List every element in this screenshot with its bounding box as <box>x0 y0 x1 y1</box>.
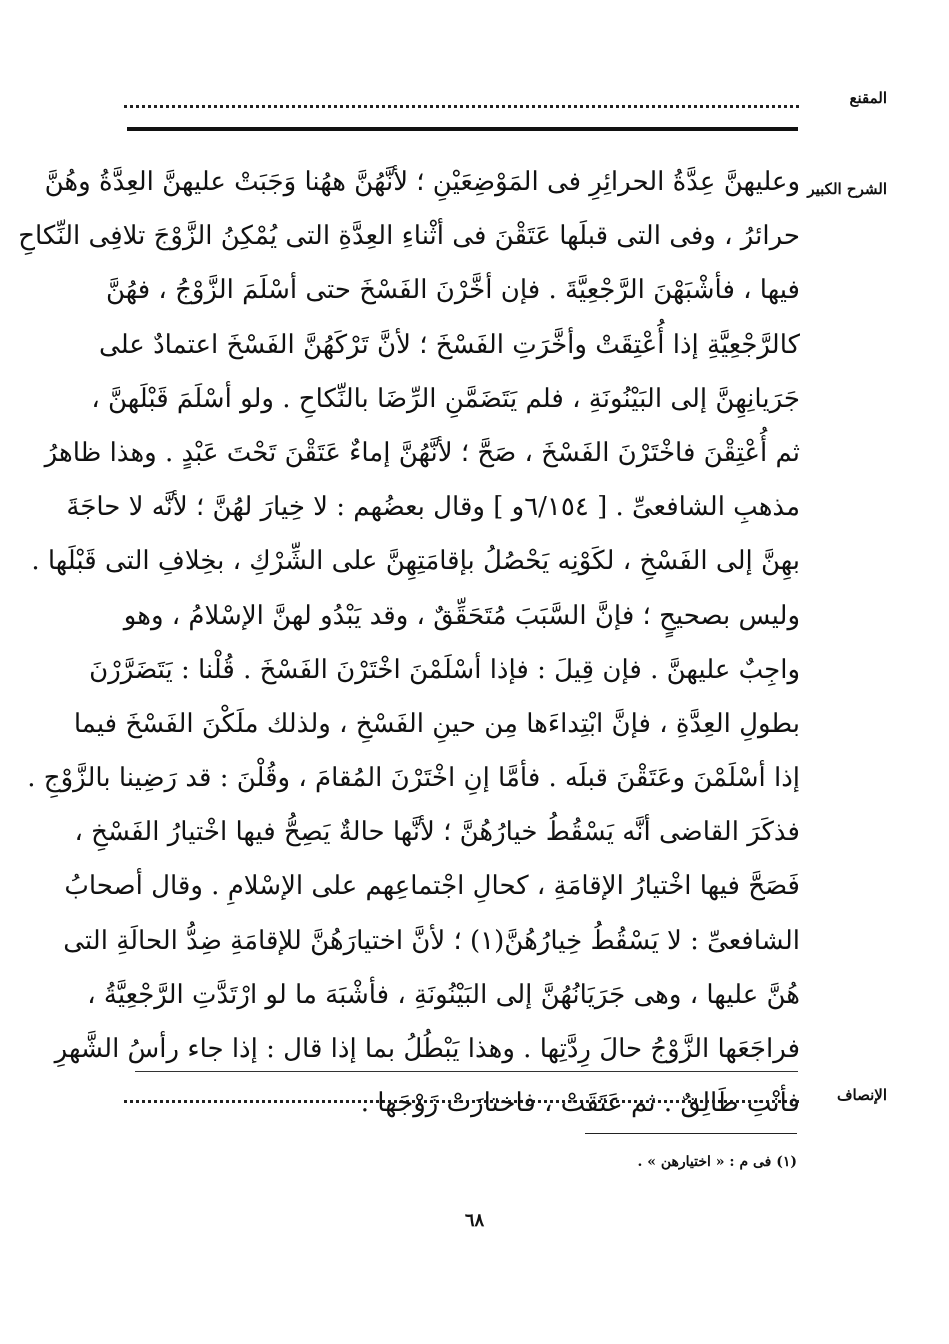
matn-label: المقنع <box>849 89 887 107</box>
header-rule <box>127 127 798 131</box>
footnote-rule <box>585 1133 797 1134</box>
body-line: حرائرُ ، وفى التى قبلَها عَتَقْنَ فى أثْناءِ العِدَّةِ التى يُمْكِنُ الزَّوْجَ تلافِى النِّكاحِ <box>18 221 800 252</box>
page-number: ٦٨ <box>464 1210 485 1231</box>
body-line: بهِنَّ إلى الفَسْخِ ، لكَوْنِه يَحْصُلُ بإقامَتِهِنَّ على الشِّرْكِ ، بخِلافِ التى قَبْلَها . <box>31 546 800 577</box>
body-line: فَصَحَّ فيها اخْتيارُ الإقامَةِ ، كحالِ اجْتماعِهم على الإسْلامِ . وقال أصحابُ <box>64 871 800 902</box>
body-line: مذهبِ الشافعىِّ . [ ٦/١٥٤و ] وقال بعضُهم : لا خِيارَ لهُنَّ ؛ لأنَّه لا حاجَةَ <box>66 492 800 523</box>
insaf-dotted-line <box>124 1090 799 1103</box>
body-line: فذكَرَ القاضى أنَّه يَسْقُطُ خيارُهُنَّ ؛ لأنَّها حالةٌ يَصِحُّ فيها اخْتيارُ الفَسْخِ ، <box>74 817 800 848</box>
body-line: وليس بصحيحٍ ؛ فإنَّ السَّبَبَ مُتَحَقِّقٌ ، وقد يَبْدُو لهنَّ الإسْلامُ ، وهو <box>123 600 800 631</box>
body-line: إذا أسْلَمْنَ وعَتَقْنَ قبلَه . فأمَّا إنِ اخْتَرْنَ المُقامَ ، وقُلْنَ : قد رَضِينا بالزَّوْجِ . <box>27 763 800 794</box>
body-line: فيها ، فأشْبَهْنَ الرَّجْعِيَّةَ . فإن أخَّرْنَ الفَسْخَ حتى أسْلَمَ الزَّوْجُ ، فهُنَّ <box>105 275 800 306</box>
body-line: واجِبٌ عليهنَّ . فإن قِيلَ : فإذا أسْلَمْنَ اخْتَرْنَ الفَسْخَ . قُلْنا : يَتَضَرَّرْنَ <box>89 654 800 685</box>
body-line: وعليهنَّ عِدَّةُ الحرائِرِ فى المَوْضِعَيْنِ ؛ لأنَّهُنَّ ههُنا وَجَبَتْ عليهنَّ العِدَّةُ وهُنَّ <box>44 167 800 197</box>
body-line: جَرَيانِهِنَّ إلى البَيْنُونَةِ ، فلم يَتَضَمَّنِ الرِّضَا بالنِّكاحِ . ولو أسْلَمَ قَبْلَهنَّ ، <box>91 383 800 414</box>
matn-dotted-line <box>124 95 799 108</box>
body-line: هُنَّ عليها ، وهى جَرَيَانُهُنَّ إلى البَيْنُونَةِ ، فأشْبَهَ ما لو ارْتَدَّتِ الرَّجْعِيَّةُ ، <box>87 979 800 1010</box>
body-line: الشافعىِّ : لا يَسْقُطُ خِيارُهُنَّ(١) ؛ لأنَّ اختيارَهُنَّ للإقامَةِ ضِدُّ الحالَةِ التى <box>63 925 800 956</box>
body-line: فأنْتِ طَالِقٌ . ثم عَتَقَتْ ، فاختارَتْ زَوْجَها . <box>360 1088 800 1119</box>
commentary-label: الشرح الكبير <box>807 180 887 198</box>
footnote: (١) فى م : « اختيارهن » . <box>637 1154 797 1170</box>
insaf-label: الإنصاف <box>836 1086 887 1104</box>
body-line: ثم أُعْتِقْنَ فاخْتَرْنَ الفَسْخَ ، صَحَّ ؛ لأنَّهُنَّ إماءٌ عَتَقْنَ تَحْتَ عَبْدٍ . وهذا ظاهرُ <box>44 437 800 468</box>
commentary-body <box>18 155 800 1130</box>
insaf-rule <box>135 1071 798 1072</box>
body-line: بطولِ العِدَّةِ ، فإنَّ ابْتِداءَها مِن حينِ الفَسْخِ ، ولذلك ملَكْنَ الفَسْخَ فيما <box>73 708 800 739</box>
body-line: فراجَعَها الزَّوْجُ حالَ رِدَّتِها . وهذا يَبْطُلُ بما إذا قال : إذا جاء رأسُ الشَّهرِ <box>54 1034 800 1064</box>
body-line: كالرَّجْعِيَّةِ إذا أُعْتِقَتْ وأخَّرَتِ الفَسْخَ ؛ لأنَّ تَرْكَهُنَّ الفَسْخَ اعتمادٌ على <box>99 329 800 360</box>
